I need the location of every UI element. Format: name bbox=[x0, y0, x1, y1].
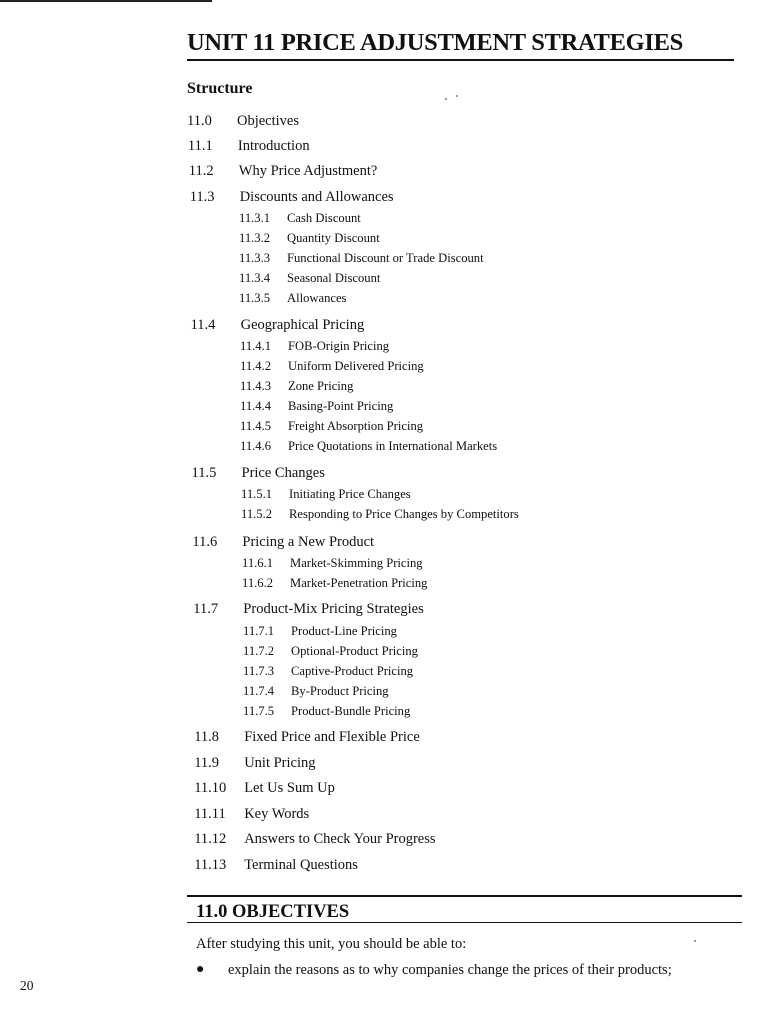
structure-heading: Structure bbox=[187, 80, 253, 97]
objective-bullet-text: explain the reasons as to why companies change the prices of their products; bbox=[228, 962, 672, 978]
toc-label: FOB-Origin Pricing bbox=[288, 339, 390, 353]
toc-number: 11.7.4 bbox=[243, 684, 275, 698]
toc-label: Pricing a New Product bbox=[242, 534, 375, 550]
toc-number: 11.6 bbox=[192, 534, 218, 550]
toc-label: Uniform Delivered Pricing bbox=[288, 359, 424, 373]
toc-label: Market-Skimming Pricing bbox=[290, 556, 423, 570]
scan-speck bbox=[694, 940, 696, 942]
toc-number: 11.8 bbox=[194, 729, 220, 745]
toc-number: 11.3.4 bbox=[239, 271, 271, 285]
toc-label: Fixed Price and Flexible Price bbox=[244, 729, 420, 745]
section-heading-objectives: 11.0 OBJECTIVES bbox=[196, 902, 350, 922]
page-number: 20 bbox=[20, 978, 34, 993]
toc-label: Cash Discount bbox=[287, 211, 361, 225]
toc-label: Captive-Product Pricing bbox=[291, 664, 414, 678]
toc-number: 11.2 bbox=[188, 163, 214, 179]
toc-label: Responding to Price Changes by Competitors bbox=[289, 507, 519, 521]
toc-label: Price Quotations in International Markets bbox=[288, 439, 498, 453]
toc-label: Basing-Point Pricing bbox=[288, 399, 394, 413]
toc-label: Geographical Pricing bbox=[240, 317, 365, 333]
toc-number: 11.7.1 bbox=[243, 624, 275, 638]
toc-number: 11.4.1 bbox=[240, 339, 272, 353]
toc-label: Zone Pricing bbox=[288, 379, 354, 393]
toc-number: 11.4.4 bbox=[240, 399, 272, 413]
toc-label: Introduction bbox=[237, 138, 310, 154]
toc-label: Functional Discount or Trade Discount bbox=[287, 251, 484, 265]
toc-number: 11.7.2 bbox=[243, 644, 275, 658]
section-rule-top bbox=[187, 895, 742, 897]
toc-number: 11.4 bbox=[190, 317, 216, 333]
unit-title: UNIT 11 PRICE ADJUSTMENT STRATEGIES bbox=[187, 29, 683, 56]
toc-number: 11.3 bbox=[189, 189, 215, 205]
toc-number: 11.7.5 bbox=[243, 704, 275, 718]
toc-label: Answers to Check Your Progress bbox=[244, 831, 436, 847]
toc-number: 11.5 bbox=[191, 465, 217, 481]
bullet-dot-icon: ● bbox=[196, 962, 205, 977]
toc-label: Optional-Product Pricing bbox=[291, 644, 418, 658]
toc-number: 11.7 bbox=[193, 601, 219, 617]
toc-number: 11.4.5 bbox=[240, 419, 272, 433]
toc-label: Seasonal Discount bbox=[287, 271, 381, 285]
toc-number: 11.11 bbox=[194, 806, 226, 822]
toc-number: 11.4.2 bbox=[240, 359, 272, 373]
toc-number: 11.3.3 bbox=[239, 251, 271, 265]
objectives-intro-text: After studying this unit, you should be able to: bbox=[196, 936, 467, 952]
toc-number: 11.12 bbox=[194, 831, 227, 847]
toc-label: Why Price Adjustment? bbox=[238, 163, 378, 179]
toc-number: 11.4.6 bbox=[240, 439, 272, 453]
toc-label: Terminal Questions bbox=[244, 857, 358, 873]
toc-label: Unit Pricing bbox=[244, 755, 316, 771]
toc-number: 11.3.5 bbox=[239, 291, 271, 305]
toc-label: Discounts and Allowances bbox=[239, 189, 394, 205]
toc-label: Key Words bbox=[244, 806, 310, 822]
toc-label: Freight Absorption Pricing bbox=[288, 419, 424, 433]
toc-label: Objectives bbox=[237, 113, 300, 129]
toc-label: Initiating Price Changes bbox=[289, 487, 411, 501]
toc-number: 11.3.2 bbox=[239, 231, 271, 245]
toc-label: Price Changes bbox=[241, 465, 325, 481]
toc-label: Let Us Sum Up bbox=[244, 780, 335, 796]
scan-speck bbox=[456, 95, 458, 97]
section-rule-bottom bbox=[187, 922, 742, 923]
toc-number: 11.4.3 bbox=[240, 379, 272, 393]
toc-label: Market-Penetration Pricing bbox=[290, 576, 428, 590]
toc-label: Allowances bbox=[287, 291, 347, 305]
toc-number: 11.13 bbox=[194, 857, 227, 873]
toc-number: 11.6.1 bbox=[242, 556, 274, 570]
toc-number: 11.6.2 bbox=[242, 576, 274, 590]
toc-label: Quantity Discount bbox=[287, 231, 380, 245]
toc-label: Product-Mix Pricing Strategies bbox=[243, 601, 424, 617]
toc-number: 11.5.2 bbox=[241, 507, 273, 521]
toc-number: 11.3.1 bbox=[239, 211, 271, 225]
toc-number: 11.10 bbox=[194, 780, 227, 796]
toc-number: 11.7.3 bbox=[243, 664, 275, 678]
toc-number: 11.0 bbox=[187, 113, 212, 129]
toc-number: 11.5.1 bbox=[241, 487, 273, 501]
toc-label: Product-Line Pricing bbox=[291, 624, 397, 638]
toc-number: 11.9 bbox=[194, 755, 220, 771]
scan-speck bbox=[445, 98, 447, 100]
toc-label: By-Product Pricing bbox=[291, 684, 389, 698]
toc-number: 11.1 bbox=[187, 138, 213, 154]
toc-label: Product-Bundle Pricing bbox=[291, 704, 411, 718]
